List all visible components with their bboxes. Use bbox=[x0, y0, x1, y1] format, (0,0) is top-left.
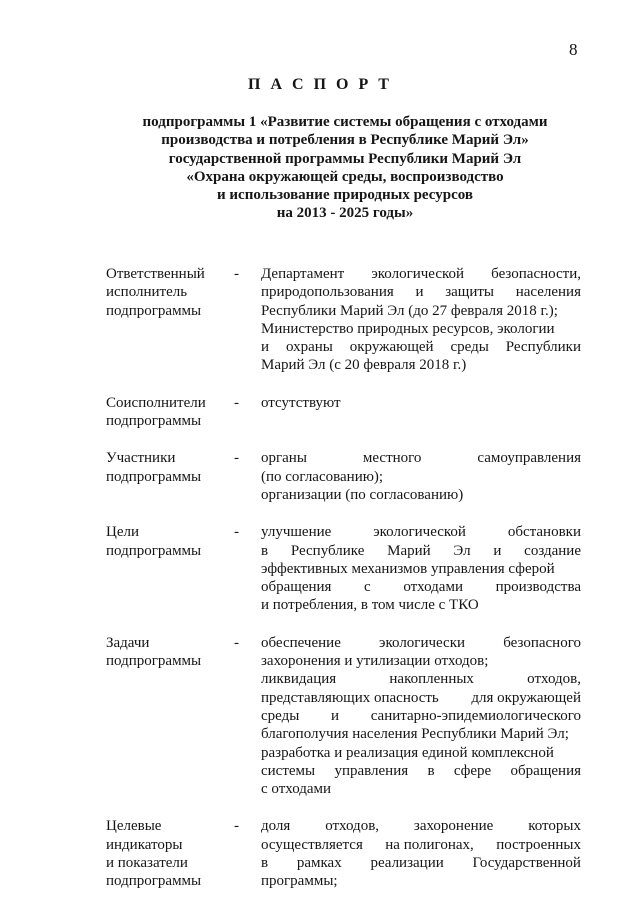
row-value-word: окружающей bbox=[349, 339, 434, 356]
row-value-word: захоронение bbox=[413, 818, 494, 835]
row-dash: - bbox=[234, 818, 239, 835]
row-value-line bbox=[261, 542, 581, 560]
row-value-word: на полигонах, bbox=[385, 836, 474, 853]
row-value-word: самоуправления bbox=[477, 450, 581, 467]
row-value-line bbox=[261, 265, 581, 283]
passport-row bbox=[106, 817, 582, 890]
row-value-word: сфере bbox=[453, 762, 492, 779]
row-value-word: осуществляется bbox=[261, 836, 363, 853]
row-value-text: захоронения и утилизации отходов; bbox=[261, 653, 489, 670]
row-value-text: эффективных механизмов управления сферой bbox=[261, 560, 555, 577]
row-value-line bbox=[261, 817, 581, 835]
row-value-text: Республики Марий Эл (до 27 февраля 2018 г.); bbox=[261, 302, 558, 319]
row-value-word: отходов, bbox=[527, 671, 581, 688]
row-value-word: среды bbox=[261, 707, 300, 724]
row-value-text: организации (по согласованию) bbox=[261, 486, 464, 503]
row-label-line: подпрограммы bbox=[106, 302, 202, 319]
row-label-line: и показатели bbox=[106, 855, 188, 872]
row-value bbox=[261, 634, 581, 799]
row-value-line bbox=[261, 762, 581, 780]
row-value-word: Республики bbox=[505, 339, 581, 356]
row-value-line bbox=[261, 652, 581, 670]
row-value-word: безопасности, bbox=[491, 266, 581, 282]
row-value-word: в bbox=[427, 762, 435, 779]
row-value-word: представляющих опасность bbox=[261, 689, 439, 706]
row-value-word: управления bbox=[334, 762, 409, 779]
row-value-line bbox=[261, 523, 581, 541]
passport-row bbox=[106, 394, 582, 431]
row-value bbox=[261, 449, 581, 504]
row-value-word: в bbox=[261, 855, 269, 872]
row-value-word: обеспечение bbox=[261, 634, 341, 651]
row-value-word: которых bbox=[528, 818, 581, 835]
row-value-word: и bbox=[331, 707, 340, 724]
row-value-word: отходов, bbox=[325, 818, 380, 835]
row-value bbox=[261, 394, 581, 431]
row-value-word: улучшение bbox=[261, 524, 332, 541]
row-value-line bbox=[261, 338, 581, 356]
row-value-line bbox=[261, 854, 581, 872]
row-value-line bbox=[261, 356, 581, 374]
row-value-line bbox=[261, 394, 581, 412]
row-value-text: и потребления, в том числе с ТКО bbox=[261, 597, 479, 614]
row-value-word: природопользования bbox=[261, 284, 394, 301]
row-label-line: Задачи bbox=[106, 634, 150, 651]
row-value-text: Марий Эл (с 20 февраля 2018 г.) bbox=[261, 357, 467, 374]
row-value-word: ликвидация bbox=[261, 671, 337, 688]
row-value-word: населения bbox=[515, 284, 581, 301]
row-value-word: местного bbox=[362, 450, 422, 467]
passport-row bbox=[106, 523, 582, 614]
subtitle-line: на 2013 - 2025 годы» bbox=[276, 205, 414, 222]
row-value-word: накопленных bbox=[389, 671, 474, 688]
row-value-word: в bbox=[261, 542, 269, 559]
subtitle-line: государственной программы Республики Марий Эл bbox=[168, 150, 522, 167]
row-label-line: подпрограммы bbox=[106, 653, 202, 670]
row-value-word: доля bbox=[261, 818, 291, 835]
row-value-line bbox=[261, 707, 581, 725]
row-value-word: построенных bbox=[496, 836, 581, 853]
row-dash: - bbox=[234, 524, 239, 541]
row-value-word: и bbox=[261, 339, 270, 356]
row-value-word: среды bbox=[450, 339, 489, 356]
row-value-word: Государственной bbox=[472, 855, 581, 872]
row-value-word: обстановки bbox=[507, 524, 581, 541]
row-value-line bbox=[261, 468, 581, 486]
row-value-word: создание bbox=[524, 542, 581, 559]
row-label-line: Целевые bbox=[106, 818, 162, 835]
row-value-word: и bbox=[493, 542, 502, 559]
page-number: 8 bbox=[569, 40, 578, 59]
row-value-line bbox=[261, 836, 581, 854]
row-value-word: защиты bbox=[445, 284, 494, 301]
row-value-text: программы; bbox=[261, 873, 338, 890]
row-value-text: разработка и реализация единой комплексной bbox=[261, 744, 554, 761]
row-value-line bbox=[261, 744, 581, 762]
subtitle-line: «Охрана окружающей среды, воспроизводство bbox=[186, 168, 504, 185]
row-value-line bbox=[261, 670, 581, 688]
row-value-text: отсутствуют bbox=[261, 394, 341, 411]
row-value-line bbox=[261, 560, 581, 578]
row-value-line bbox=[261, 725, 581, 743]
subtitle-line: подпрограммы 1 «Развитие системы обращения с отходами bbox=[142, 114, 548, 130]
row-value-word: для окружающей bbox=[471, 689, 581, 706]
row-value-word: Эл bbox=[453, 542, 471, 559]
row-label-line: Ответственный bbox=[106, 266, 205, 282]
row-value-word: отходами bbox=[403, 579, 463, 596]
row-value-word: Республике bbox=[290, 542, 365, 559]
row-value-line bbox=[261, 320, 581, 338]
row-value-word: экологически bbox=[379, 634, 466, 651]
row-label bbox=[106, 523, 234, 614]
row-value-word: экологической bbox=[373, 524, 466, 541]
row-value-word: реализации bbox=[370, 855, 444, 872]
passport-row bbox=[106, 265, 582, 375]
row-value-line bbox=[261, 578, 581, 596]
row-value-line bbox=[261, 780, 581, 798]
document-subtitle bbox=[120, 113, 570, 223]
row-value-line bbox=[261, 596, 581, 614]
row-value-word: санитарно-эпидемиологического bbox=[370, 707, 581, 724]
row-value bbox=[261, 523, 581, 614]
row-value-word: и bbox=[415, 284, 424, 301]
row-value-line bbox=[261, 486, 581, 504]
row-value-word: производства bbox=[495, 579, 581, 596]
row-label bbox=[106, 817, 234, 890]
row-value-text: Министерство природных ресурсов, экологии bbox=[261, 320, 555, 337]
row-value-word: системы bbox=[261, 762, 316, 779]
row-value-word: органы bbox=[261, 450, 307, 467]
row-label-line: Участники bbox=[106, 450, 176, 467]
row-label-line: подпрограммы bbox=[106, 542, 202, 559]
row-dash: - bbox=[234, 394, 239, 411]
row-dash: - bbox=[234, 634, 239, 651]
row-label-line: подпрограммы bbox=[106, 873, 202, 890]
passport-row bbox=[106, 634, 582, 799]
row-value-word: с bbox=[364, 579, 371, 596]
row-label bbox=[106, 634, 234, 799]
row-value-word: Марий bbox=[387, 542, 431, 559]
row-value-line bbox=[261, 689, 581, 707]
row-value-line bbox=[261, 449, 581, 467]
row-label-line: подпрограммы bbox=[106, 413, 202, 430]
row-value bbox=[261, 265, 581, 375]
row-value-word: экологической bbox=[371, 266, 465, 282]
row-value bbox=[261, 817, 581, 890]
passport-row bbox=[106, 449, 582, 504]
row-value-line bbox=[261, 634, 581, 652]
row-value-word: обращения bbox=[261, 579, 332, 596]
row-value-word: охраны bbox=[285, 339, 333, 356]
row-label-line: Цели bbox=[106, 524, 140, 541]
row-label-line: индикаторы bbox=[106, 836, 183, 853]
row-label bbox=[106, 265, 234, 375]
row-value-word: обращения bbox=[510, 762, 581, 779]
row-value-text: с отходами bbox=[261, 781, 332, 798]
row-value-text: благополучия населения Республики Марий Эл; bbox=[261, 726, 569, 743]
row-dash: - bbox=[234, 450, 239, 467]
passport-table bbox=[106, 265, 582, 910]
document-heading: П А С П О Р Т bbox=[248, 76, 392, 93]
row-label bbox=[106, 449, 234, 504]
row-value-word: Департамент bbox=[261, 266, 345, 282]
row-dash: - bbox=[234, 266, 239, 282]
row-value-word: безопасного bbox=[503, 634, 581, 651]
row-value-line bbox=[261, 872, 581, 890]
row-label-line: Соисполнители bbox=[106, 394, 206, 411]
subtitle-line: производства и потребления в Республике Марий Эл» bbox=[161, 132, 529, 149]
row-value-line bbox=[261, 283, 581, 301]
row-value-text: (по согласованию); bbox=[261, 468, 384, 485]
row-value-line bbox=[261, 302, 581, 320]
row-label-line: исполнитель bbox=[106, 284, 188, 301]
row-label-line: подпрограммы bbox=[106, 468, 202, 485]
subtitle-line: и использование природных ресурсов bbox=[217, 187, 473, 204]
row-value-word: рамках bbox=[296, 855, 342, 872]
row-label bbox=[106, 394, 234, 431]
